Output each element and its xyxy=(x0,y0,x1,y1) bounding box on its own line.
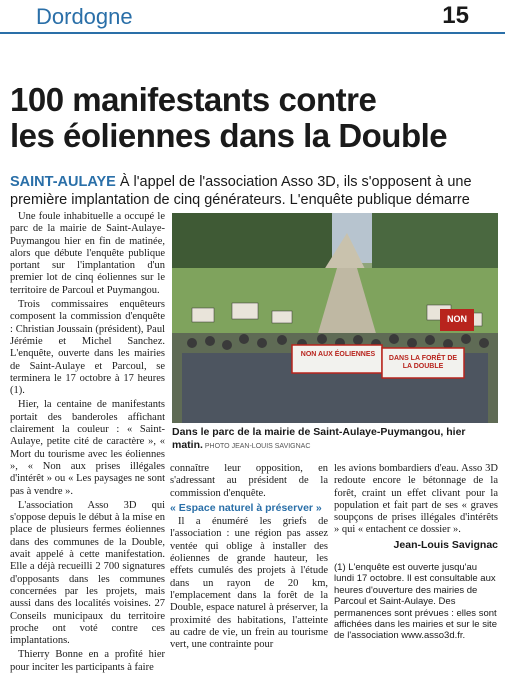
paragraph: Hier, la centaine de manifestants portait des banderoles affichant clairement la couleur : « Saint-Aulaye, petite cité de caractère », « Mort du tourisme avec les éoliennes », « Non aux prises illégales d'intérêt » ou « Les paysages ne sont pas à vendre ». xyxy=(10,399,165,497)
headline xyxy=(10,82,500,154)
header-rule xyxy=(0,32,505,34)
paragraph: Une foule inhabituelle a occupé le parc de la mairie de Saint-Aulaye-Puymangou hier en fin de matinée, alors que débute l'enquête publique portant sur l'implantation d'un premier lot de cinq éoliennes sur le territoire de Parcoul et Puymangou. xyxy=(10,211,165,296)
paragraph: connaître leur opposition, en s'adressant au président de la commission d'enquête. xyxy=(170,463,328,499)
caption-text: Dans le parc de la mairie de Saint-Aulaye-Puymangou, hier matin. xyxy=(172,426,466,451)
page-header xyxy=(0,0,505,34)
photo-caption xyxy=(172,426,498,453)
article-column-2 xyxy=(170,463,328,653)
standfirst xyxy=(10,173,500,209)
paragraph: L'association Asso 3D qui s'oppose depuis le début à la mise en place de plusieurs fermes éoliennes dans des communes de la Double, avait appelé à cette manifestation. Elle a déjà recueilli 2 700 signatures d'opposants dans les communes concernées par les projets, mais aussi dans des localités voisines. 27 Conseils municipaux du territoire proche ont voté contre ces implantations. xyxy=(10,499,165,647)
subheading: « Espace naturel à préserver » xyxy=(170,501,322,514)
headline-line-2: les éoliennes dans la Double xyxy=(10,117,448,154)
sign-non-text: NON xyxy=(447,314,467,324)
paragraph: les avions bombardiers d'eau. Asso 3D redoute encore le bétonnage de la forêt, craint un effet clivant pour la population et fait part de ses « graves soupçons de prises illégales d'intérêts » qui « entachent ce dossier ». xyxy=(334,463,498,536)
headline-line-1: 100 manifestants contre xyxy=(10,81,377,118)
paragraph: Thierry Bonne en a profité hier pour inciter les participants à faire xyxy=(10,649,165,673)
paragraph: Trois commissaires enquêteurs composent la commission d'enquête : Christian Joussain (président), Paul Jérémie et Michel Sanchez. L'enquête, ouverte dans les mairies de Saint-Aulaye et Parcoul, se terminera le 17 octobre à 17 heures (1). xyxy=(10,299,165,397)
banner-left-text: NON AUX ÉOLIENNES xyxy=(300,351,376,358)
byline: Jean-Louis Savignac xyxy=(393,538,498,551)
paragraph: Il a énuméré les griefs de l'association : une région pas assez ventée qui oblige à installer des éoliennes de grande hauteur, les effets cumulés des projets à l'étude dans un rayon de 20 km, l'emplacement dans la forêt de la Double, espace naturel à préserver, la proximité des habitations, l'atteinte au cadre de vie, un frein au tourisme vert, une contrainte pour xyxy=(170,516,328,651)
article-column-3 xyxy=(334,463,498,573)
page-number: 15 xyxy=(442,2,469,29)
banner-right-text: DANS LA FORÊT DE LA DOUBLE xyxy=(388,355,458,370)
article-photo xyxy=(172,213,498,423)
footnote: (1) L'enquête est ouverte jusqu'au lundi 17 octobre. Il est consultable aux heures d'ouverture des mairies de Parcoul et Saint-Aulaye. Des permanences sont prévues : elles sont affichées dans les mairies et sur le site de l'association www.asso3d.fr. xyxy=(334,562,497,642)
section-title: Dordogne xyxy=(36,4,133,29)
standfirst-text: À l'appel de l'association Asso 3D, ils s'opposent à une première implantation de cinq générateurs. L'enquête publique démarre xyxy=(10,174,472,208)
article-column-1 xyxy=(10,211,165,673)
photo-credit: PHOTO JEAN-LOUIS SAVIGNAC xyxy=(202,442,311,450)
standfirst-place: SAINT-AULAYE xyxy=(10,174,116,190)
